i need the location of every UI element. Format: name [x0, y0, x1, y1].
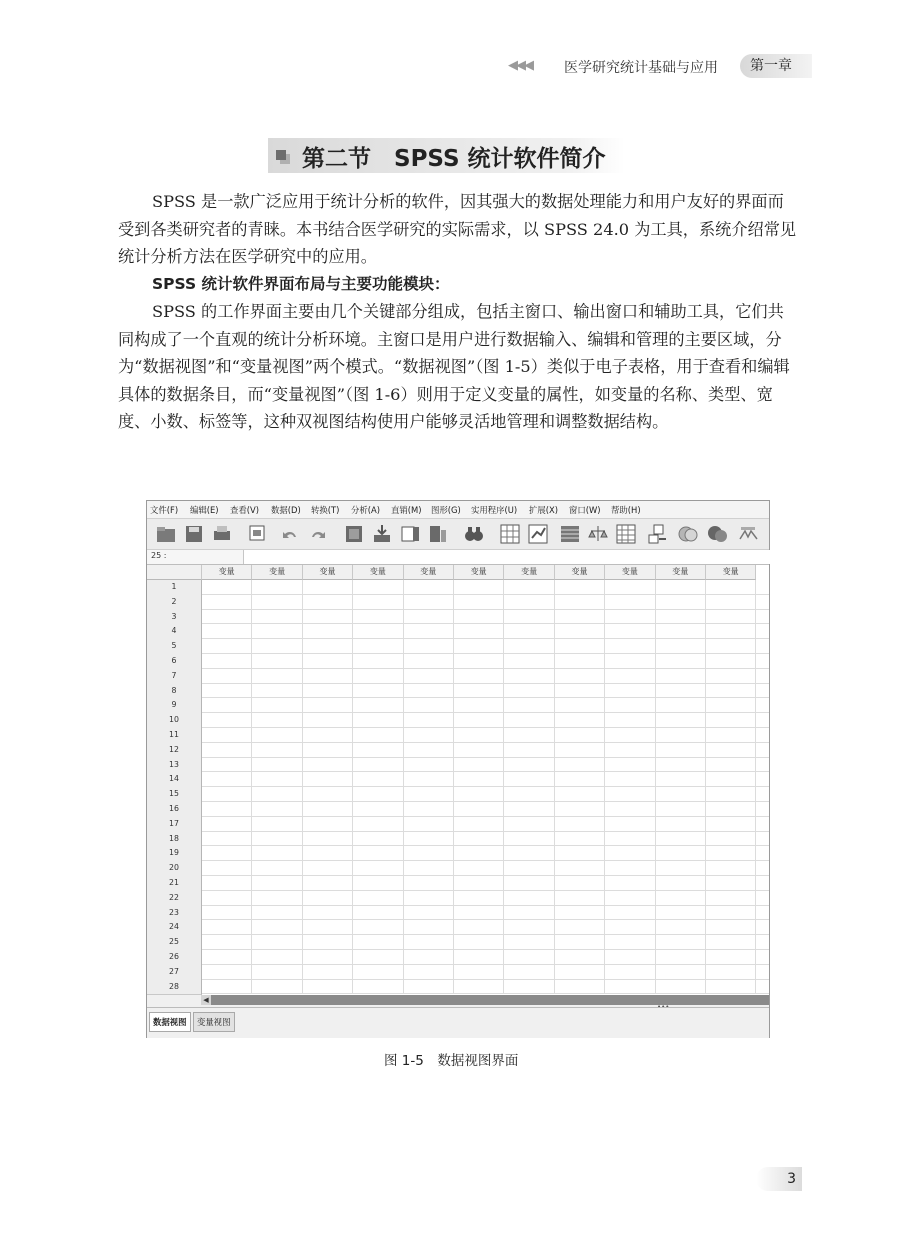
row-header[interactable]: 8: [147, 684, 202, 700]
book-title: 医学研究统计基础与应用: [564, 60, 718, 76]
spss-data-editor-window: [146, 500, 770, 1038]
grid-row-line: [202, 816, 769, 817]
horizontal-scrollbar[interactable]: [201, 995, 769, 1005]
subheading: SPSS 统计软件界面布局与主要功能模块：: [152, 275, 450, 293]
grid-row-line: [202, 638, 769, 639]
grid-row-line: [202, 845, 769, 846]
data-grid[interactable]: [147, 565, 769, 995]
grid-row-line: [202, 919, 769, 920]
menu-item[interactable]: 查看(V): [230, 505, 260, 515]
print-icon[interactable]: [211, 523, 233, 545]
row-header[interactable]: 1: [147, 580, 202, 596]
grid-row-line: [202, 801, 769, 802]
goto-case-icon[interactable]: [343, 523, 365, 545]
insert-variable-icon[interactable]: [527, 523, 549, 545]
section-heading: [268, 138, 625, 173]
grid-row-line: [202, 831, 769, 832]
column-header[interactable]: 变量: [303, 565, 353, 580]
grid-row-line: [202, 727, 769, 728]
grid-row-line: [202, 786, 769, 787]
grid-row-line: [202, 771, 769, 772]
view-tabs: [147, 1007, 769, 1038]
row-header[interactable]: 17: [147, 817, 202, 833]
running-header: [500, 54, 810, 80]
row-header[interactable]: 27: [147, 965, 202, 981]
find-icon[interactable]: [463, 523, 485, 545]
row-header[interactable]: 23: [147, 906, 202, 922]
menu-item[interactable]: 扩展(X): [529, 505, 559, 515]
column-header[interactable]: 变量: [252, 565, 302, 580]
select-cases-icon[interactable]: [615, 523, 637, 545]
spell-check-icon[interactable]: [737, 523, 759, 545]
figure-caption: 图 1-5 数据视图界面: [384, 1053, 519, 1069]
insert-cases-icon[interactable]: [499, 523, 521, 545]
row-header[interactable]: 21: [147, 876, 202, 892]
row-header[interactable]: 14: [147, 772, 202, 788]
variables-icon[interactable]: [399, 523, 421, 545]
toolbar: [147, 519, 769, 550]
grid-row-line: [202, 697, 769, 698]
show-all-variables-icon[interactable]: [707, 523, 729, 545]
menu-item[interactable]: 图形(G): [431, 505, 461, 515]
row-header[interactable]: 3: [147, 610, 202, 626]
section-title: 第二节 SPSS 统计软件简介: [302, 146, 606, 172]
grid-row-line: [202, 712, 769, 713]
menu-item[interactable]: 实用程序(U): [471, 505, 518, 515]
column-header[interactable]: 变量: [656, 565, 706, 580]
menu-item[interactable]: 分析(A): [351, 505, 381, 515]
menu-item[interactable]: 文件(F): [150, 505, 179, 515]
undo-icon[interactable]: [279, 523, 301, 545]
grid-row-line: [202, 905, 769, 906]
use-variable-sets-icon[interactable]: [677, 523, 699, 545]
grid-row-line: [202, 979, 769, 980]
intro-paragraph: SPSS 是一款广泛应用于统计分析的软件，因其强大的数据处理能力和用户友好的界面而受到各类研究者的青睐。本书结合医学研究的实际需求，以 SPSS 24.0 为工具，系统介绍常见统计分析方法在医学研究中的应用。: [118, 192, 797, 267]
run-descriptives-icon[interactable]: [427, 523, 449, 545]
redo-icon[interactable]: [307, 523, 329, 545]
triple-arrow-icon: ◀◀◀: [508, 58, 532, 73]
chapter-label: 第一章: [740, 54, 812, 78]
grid-row-line: [202, 623, 769, 624]
row-header[interactable]: 28: [147, 980, 202, 995]
menu-item[interactable]: 转换(T): [311, 505, 340, 515]
menu-item[interactable]: 帮助(H): [611, 505, 641, 515]
row-header[interactable]: 24: [147, 920, 202, 936]
column-header[interactable]: 变量: [706, 565, 756, 580]
menu-bar: [147, 501, 769, 519]
row-header[interactable]: 20: [147, 861, 202, 877]
value-labels-icon[interactable]: [647, 523, 669, 545]
row-header[interactable]: 25: [147, 935, 202, 951]
split-file-icon[interactable]: [559, 523, 581, 545]
grid-row-line: [202, 594, 769, 595]
page-number: 3: [756, 1167, 802, 1191]
grid-row-line: [202, 609, 769, 610]
row-header[interactable]: 4: [147, 624, 202, 640]
row-header[interactable]: 19: [147, 846, 202, 862]
grid-row-line: [202, 668, 769, 669]
heading-bullet-icon: [276, 150, 286, 160]
grid-row-line: [202, 742, 769, 743]
row-header[interactable]: 5: [147, 639, 202, 655]
save-icon[interactable]: [183, 523, 205, 545]
row-header[interactable]: 11: [147, 728, 202, 744]
row-header[interactable]: 16: [147, 802, 202, 818]
column-header[interactable]: 变量: [504, 565, 554, 580]
column-header[interactable]: 变量: [353, 565, 403, 580]
dialog-recall-icon[interactable]: [247, 523, 269, 545]
menu-item[interactable]: 编辑(E): [190, 505, 219, 515]
cell-reference-bar: [147, 550, 769, 565]
grid-row-line: [202, 964, 769, 965]
column-header[interactable]: 变量: [202, 565, 252, 580]
grid-row-line: [202, 683, 769, 684]
row-header[interactable]: 2: [147, 595, 202, 611]
menu-item[interactable]: 直销(M): [391, 505, 422, 515]
menu-item[interactable]: 数据(D): [271, 505, 301, 515]
row-header[interactable]: 12: [147, 743, 202, 759]
grid-row-line: [202, 860, 769, 861]
row-header[interactable]: 18: [147, 832, 202, 848]
row-header[interactable]: 9: [147, 698, 202, 714]
scroll-left-icon[interactable]: ◀: [201, 995, 211, 1005]
grid-corner[interactable]: [147, 565, 202, 580]
goto-variable-icon[interactable]: [371, 523, 393, 545]
open-icon[interactable]: [155, 523, 177, 545]
column-header[interactable]: 变量: [454, 565, 504, 580]
grid-row-line: [202, 949, 769, 950]
cell-reference-label: 25 :: [151, 551, 167, 560]
row-header[interactable]: 6: [147, 654, 202, 670]
row-header[interactable]: 22: [147, 891, 202, 907]
cell-value-field[interactable]: [243, 550, 770, 564]
grid-row-line: [202, 934, 769, 935]
row-header[interactable]: 15: [147, 787, 202, 803]
row-header[interactable]: 26: [147, 950, 202, 966]
tab-data-view[interactable]: 数据视图: [149, 1012, 191, 1032]
grid-row-line: [202, 757, 769, 758]
grid-row-line: [202, 875, 769, 876]
grid-row-line: [202, 653, 769, 654]
row-header[interactable]: 10: [147, 713, 202, 729]
tab-variable-view[interactable]: 变量视图: [193, 1012, 235, 1032]
menu-item[interactable]: 窗口(W): [569, 505, 601, 515]
row-header[interactable]: 13: [147, 758, 202, 774]
column-header[interactable]: 变量: [404, 565, 454, 580]
weight-cases-icon[interactable]: [587, 523, 609, 545]
row-header[interactable]: 7: [147, 669, 202, 685]
layout-paragraph: SPSS 的工作界面主要由几个关键部分组成，包括主窗口、输出窗口和辅助工具，它们共同构成了一个直观的统计分析环境。主窗口是用户进行数据输入、编辑和管理的主要区域，分为“数据视图”和“变量视图”两个模式。“数据视图”（图 1-5）类似于电子表格，用于查看和编辑具体的数据条目，而“变量视图”（图 1-6）则用于定义变量的属性，如变量的名称、类型、宽度、小数、标签等，这种双视图结构使用户能够灵活地管理和调整数据结构。: [118, 302, 790, 432]
column-header[interactable]: 变量: [555, 565, 605, 580]
column-header[interactable]: 变量: [605, 565, 655, 580]
grid-row-line: [202, 890, 769, 891]
